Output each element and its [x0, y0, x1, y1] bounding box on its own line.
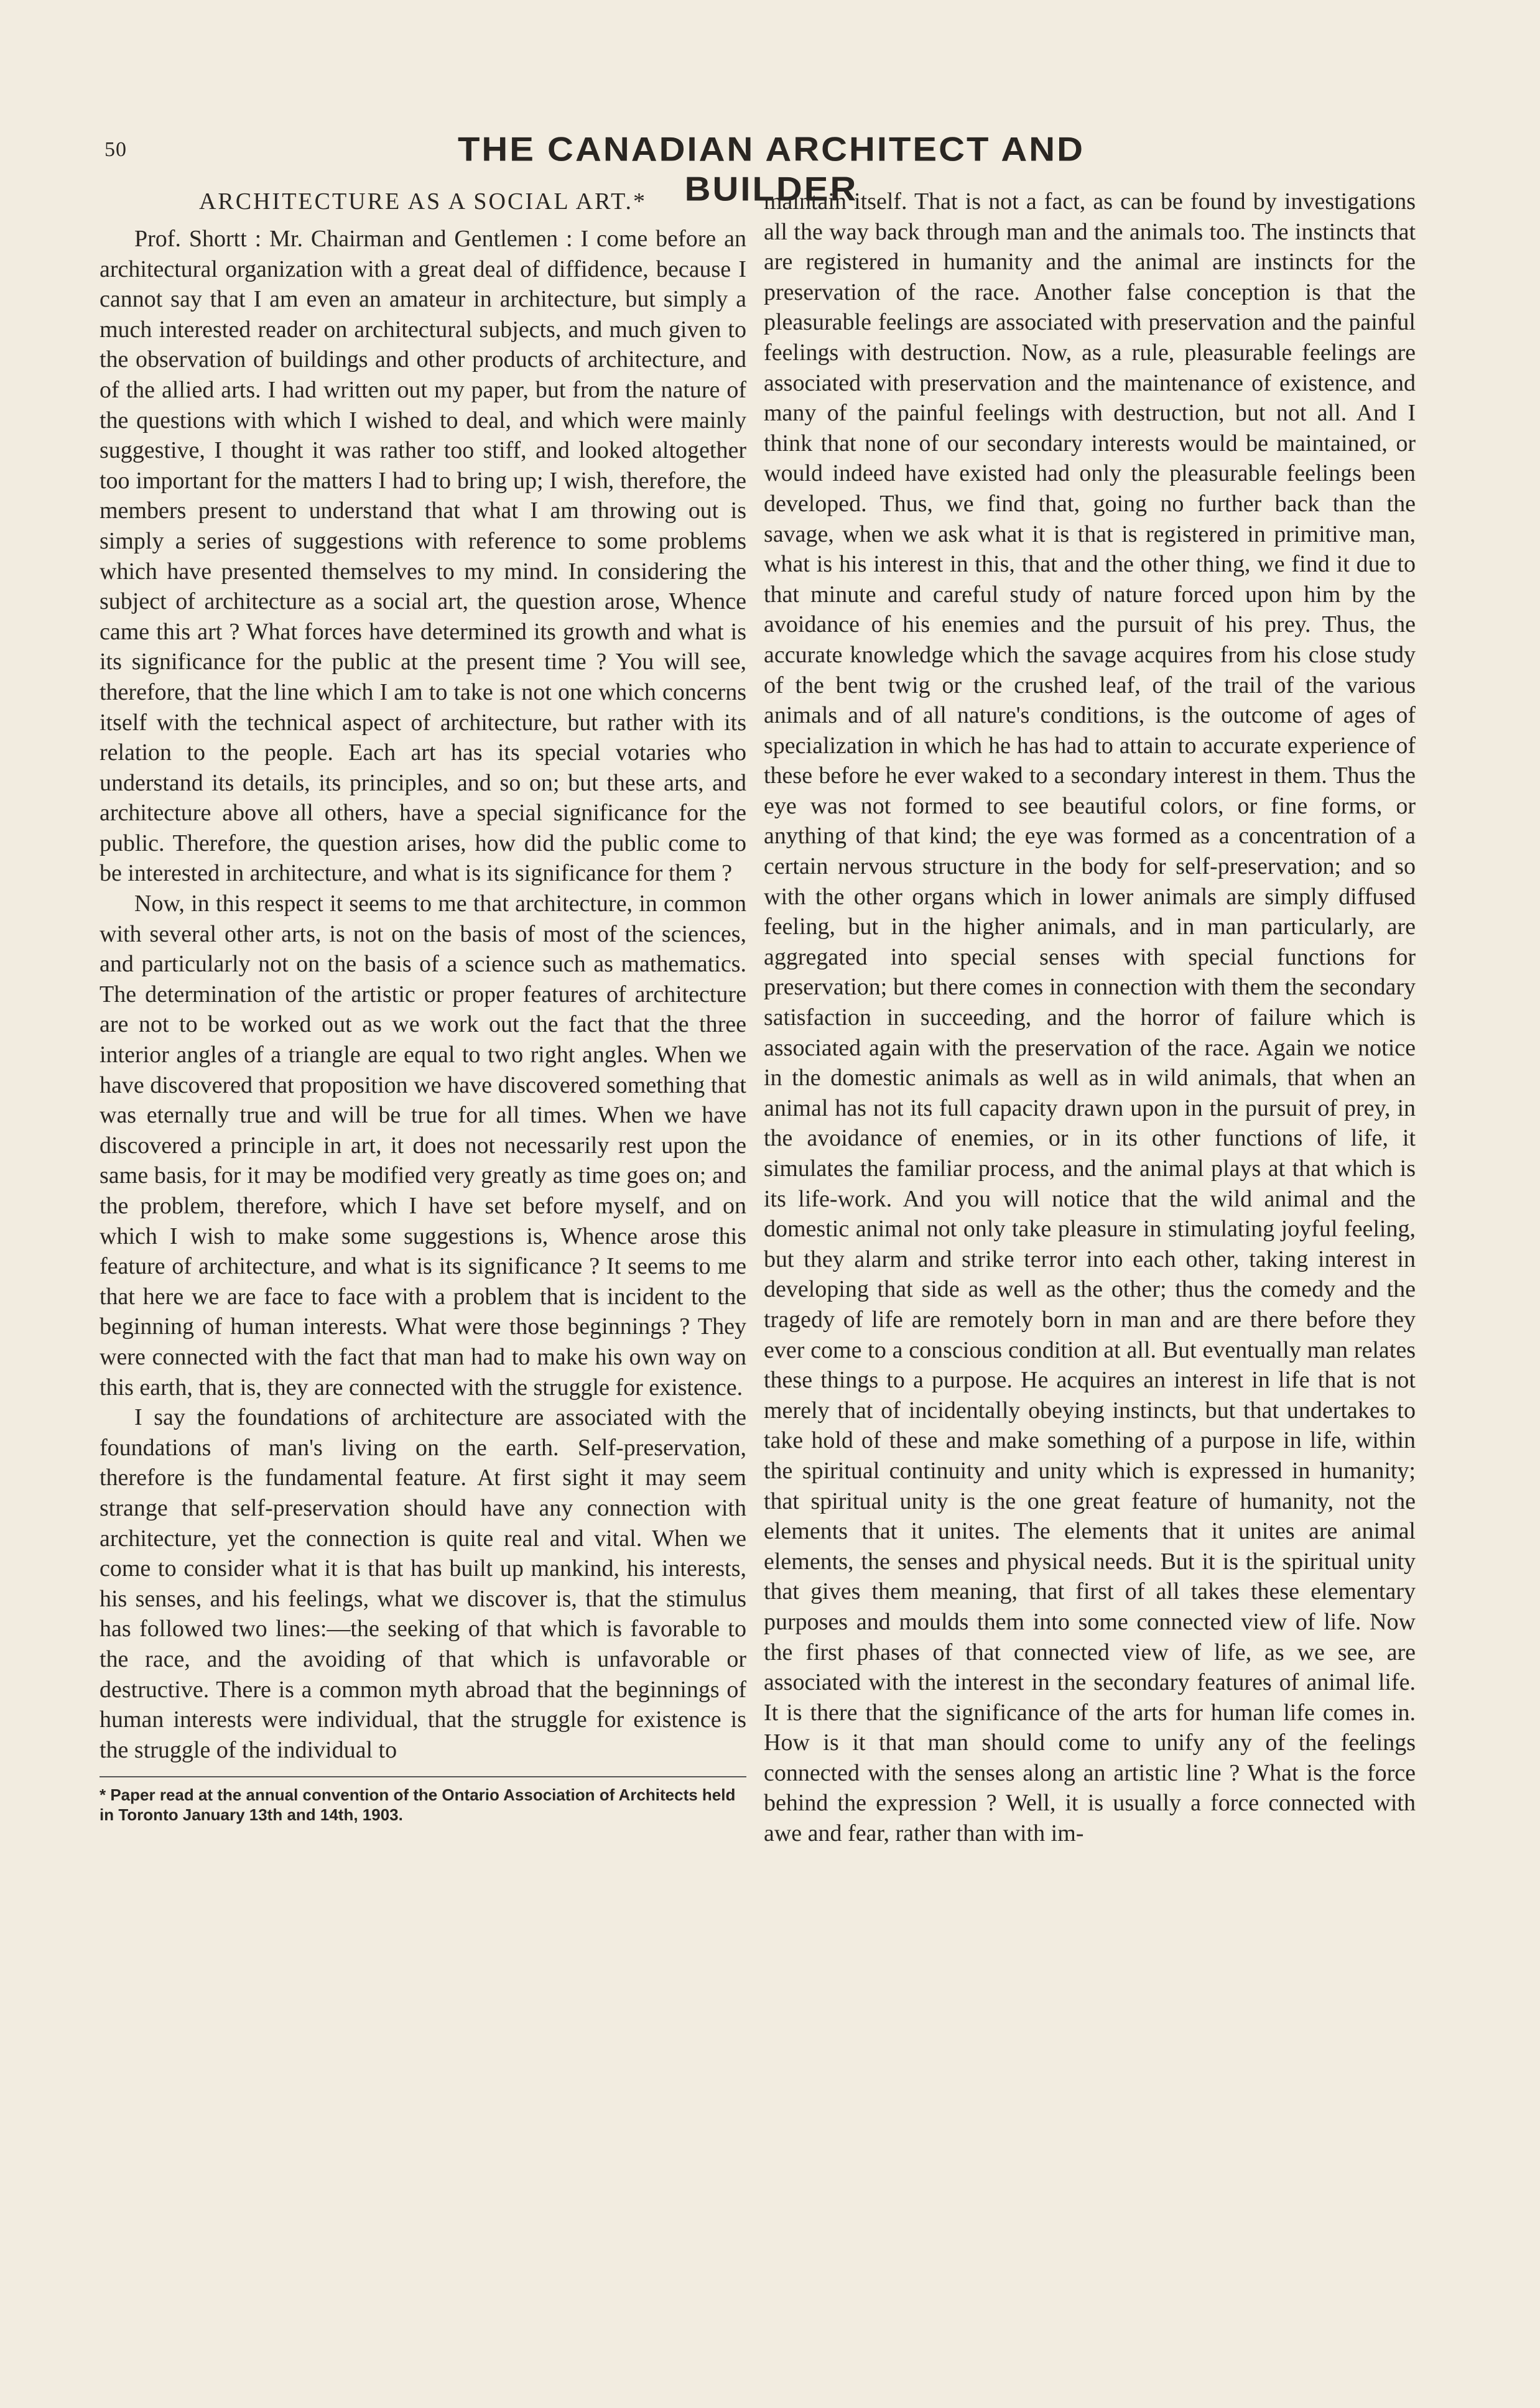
paragraph: I say the foundations of architecture are associated with the foundations of man's living on the earth. Self-preservation, therefore is the fundamental feature. At first sight it may seem strange that self-preservation should have any connection with architecture, yet the connection is quite real and vital. When we come to consider what it is that has built up mankind, his interests, his senses, and his feelings, what we discover is, that the stimulus has followed two lines:—the seeking of that which is favorable to the race, and the avoiding of that which is unfavorable or destructive. There is a common myth abroad that the beginnings of human interests were individual, that the struggle for existence is the struggle of the individual to: [100, 1404, 746, 1763]
article-title: ARCHITECTURE AS A SOCIAL ART.*: [198, 188, 647, 215]
running-head: THE CANADIAN ARCHITECT AND BUILDER: [457, 130, 1085, 208]
paragraph: maintain itself. That is not a fact, as can be found by investigations all the way back through man and the animals too. The instincts that are registered in humanity and the animal are instincts for the preservation of the race. Another false conception is that the pleasurable feelings are associated with preservation and the painful feelings with destruction. Now, as a rule, pleasurable feelings are associated with preservation and the maintenance of existence, and many of the painful feelings with destruction, but not all. And I think that none of our secondary interests would be maintained, or would indeed have existed had only the pleasurable feelings been developed. Thus, we find that, going no further back than the savage, when we ask what it is that is registered in primitive man, what is his interest in this, that and the other thing, we find it due to that minute and careful study of nature forced upon him by the avoidance of his enemies and the pursuit of his prey. Thus, the accurate knowledge which the savage acquires from his close study of the bent twig or the crushed leaf, of the trail of the various animals and of all nature's conditions, is the outcome of ages of specialization in which he has had to attain to accurate experience of these before he ever waked to a secondary interest in them. Thus the eye was not formed to see beautiful colors, or fine forms, or anything of that kind; the eye was formed as a concentration of a certain nervous structure in the body for self-preservation; and so with the other organs which in lower animals are simply diffused feeling, but in the higher animals, and in man particularly, are aggregated into special senses with special functions for preservation; but there comes in connection with them the secondary satisfaction in succeeding, and the horror of failure which is associated again with the preservation of the race. Again we notice in the domestic animals as well as in wild animals, that when an animal has not its full capacity drawn upon in the pursuit of prey, in the avoidance of enemies, or in its other functions of life, it simulates the familiar process, and the animal plays at that which is its life-work. And you will notice that the wild animal and the domestic animal not only take pleasure in stimulating joyful feeling, but they alarm and strike terror into each other, taking interest in developing that side as well as the other; thus the comedy and the tragedy of life are remotely born in man and are there before they ever come to a conscious condition at all. But eventually man relates these things to a purpose. He acquires an interest in life that is not merely that of incidentally obeying instincts, but that undertakes to take hold of these and make something of a purpose in life, within the spiritual continuity and unity which is expressed in humanity; that spiritual unity is the one great feature of humanity, not the elements that it unites. The elements that it unites are animal elements, the senses and physical needs. But it is the spiritual unity that gives them meaning, that first of all takes these elementary purposes and moulds them into some connected view of life. Now the first phases of that connected view of life, as we see, are associated with the interest in the secondary features of animal life. It is there that the significance of the arts for human life comes in. How is it that man should come to unify any of the feelings connected with the senses along an artistic line ? What is the force behind the expression ? Well, it is usually a force connected with awe and fear, rather than with im-: [764, 188, 1416, 1847]
right-column: [764, 187, 1416, 1849]
paragraph: Now, in this respect it seems to me that architecture, in common with several other arts, is not on the basis of most of the sciences, and particularly not on the basis of a science such as mathematics. The determination of the artistic or proper features of architecture are not to be worked out as we work out the fact that the three interior angles of a triangle are equal to two right angles. When we have discovered that proposition we have discovered something that was eternally true and will be true for all times. When we have discovered a principle in art, it does not necessarily rest upon the same basis, for it may be modified very greatly as time goes on; and the problem, therefore, which I have set before myself, and on which I wish to make some suggestions is, Whence arose this feature of architecture, and what is its significance ? It seems to me that here we are face to face with a problem that is incident to the beginning of human interests. What were those beginnings ? They were connected with the fact that man had to make his own way on this earth, that is, they are connected with the struggle for existence.: [100, 891, 746, 1401]
page-number: 50: [104, 138, 127, 161]
footnote: * Paper read at the annual convention of the Ontario Association of Architects held in Toronto January 13th and 14th, 1903.: [100, 1785, 736, 1825]
left-column: [100, 187, 746, 1825]
paragraph: Prof. Shortt : Mr. Chairman and Gentlemen : I come before an architectural organization with a great deal of diffidence, because I cannot say that I am even an amateur in architecture, but simply a much interested reader on architectural subjects, and much given to the observation of buildings and other products of architecture, and of the allied arts. I had written out my paper, but from the nature of the questions with which I wished to deal, and which were mainly suggestive, I thought it was rather too stiff, and looked altogether too important for the matters I had to bring up; I wish, therefore, the members present to understand that what I am throwing out is simply a series of suggestions with reference to some problems which have presented themselves to my mind. In considering the subject of architecture as a social art, the question arose, Whence came this art ? What forces have determined its growth and what is its significance for the public at the present time ? You will see, therefore, that the line which I am to take is not one which concerns itself with the technical aspect of architecture, but rather with its relation to the people. Each art has its special votaries who understand its details, its principles, and so on; but these arts, and architecture above all others, have a special significance for the public. Therefore, the question arises, how did the public come to be interested in architecture, and what is its significance for them ?: [100, 226, 746, 887]
footnote-divider: [100, 1776, 746, 1777]
